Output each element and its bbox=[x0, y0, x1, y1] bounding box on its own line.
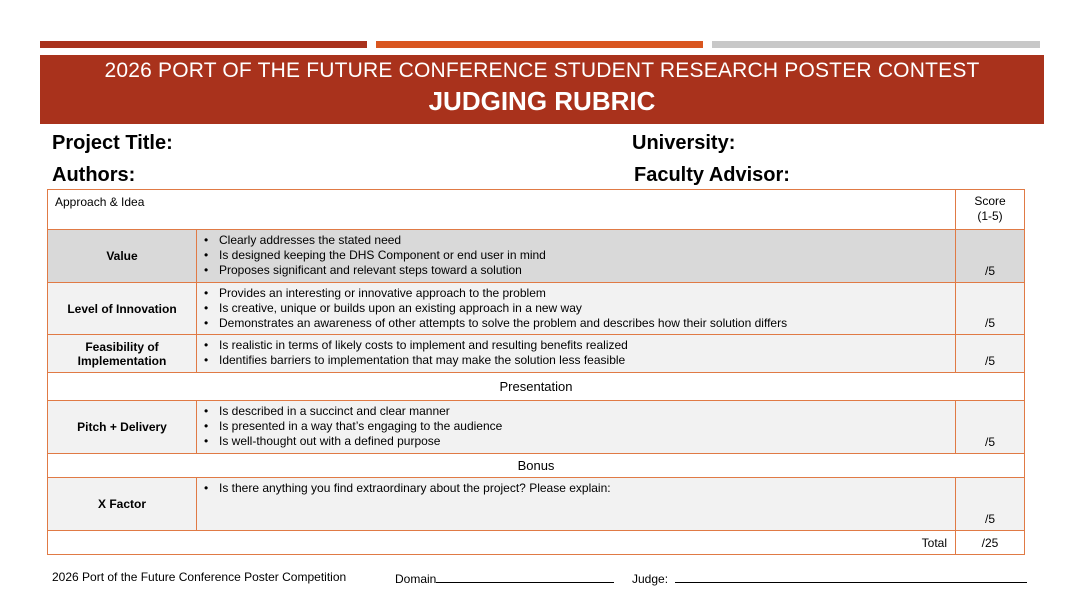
accent-bar-gray bbox=[712, 41, 1040, 48]
criterion-bullet: • Proposes significant and relevant steps toward a solution bbox=[219, 263, 955, 278]
banner-subtitle: 2026 PORT OF THE FUTURE CONFERENCE STUDENT RESEARCH POSTER CONTEST bbox=[104, 59, 980, 82]
banner-title: JUDGING RUBRIC bbox=[428, 86, 656, 116]
total-value[interactable]: /25 bbox=[956, 531, 1025, 555]
criterion-bullet: • Is presented in a way that’s engaging to the audience bbox=[219, 419, 955, 434]
criterion-label-line: Implementation bbox=[77, 353, 167, 368]
criterion-innovation: Level of Innovation bbox=[48, 283, 197, 335]
criterion-bullet: • Provides an interesting or innovative approach to the problem bbox=[219, 286, 955, 301]
judge-underline[interactable] bbox=[675, 570, 1027, 583]
table-row bbox=[48, 478, 1025, 531]
criterion-xfactor: X Factor bbox=[48, 478, 197, 531]
table-row bbox=[48, 401, 1025, 454]
criterion-description bbox=[197, 478, 956, 531]
criterion-pitch: Pitch + Delivery bbox=[48, 401, 197, 454]
criterion-value: Value bbox=[48, 230, 197, 283]
criterion-description bbox=[197, 283, 956, 335]
criterion-feasibility bbox=[48, 335, 197, 373]
score-cell[interactable] bbox=[956, 335, 1025, 373]
criterion-description bbox=[197, 335, 956, 373]
accent-bar-red bbox=[40, 41, 367, 48]
score-cell[interactable] bbox=[956, 230, 1025, 283]
footer-competition: 2026 Port of the Future Conference Poster Competition bbox=[52, 570, 347, 584]
criterion-bullet: • Is described in a succinct and clear manner bbox=[219, 404, 955, 419]
score-header bbox=[956, 190, 1025, 230]
criterion-bullet: • Is there anything you find extraordinary about the project? Please explain: bbox=[219, 481, 955, 496]
section-row bbox=[48, 373, 1025, 401]
domain-field[interactable] bbox=[395, 570, 614, 586]
section-bonus: Bonus bbox=[48, 454, 1025, 478]
university-label: University: bbox=[632, 132, 736, 154]
score-value: /5 bbox=[984, 512, 995, 526]
score-value: /5 bbox=[984, 435, 995, 449]
judge-label: Judge: bbox=[632, 572, 669, 586]
rubric-table bbox=[47, 189, 1025, 555]
authors-label: Authors: bbox=[52, 164, 136, 186]
criterion-bullet: • Identifies barriers to implementation that may make the solution less feasible bbox=[219, 353, 955, 368]
score-value: /5 bbox=[984, 354, 995, 368]
total-label: Total bbox=[48, 531, 956, 555]
criterion-bullet: • Is realistic in terms of likely costs to implement and resulting benefits realized bbox=[219, 338, 955, 353]
criterion-bullet: • Clearly addresses the stated need bbox=[219, 233, 955, 248]
project-title-label: Project Title: bbox=[52, 132, 173, 154]
criterion-bullet: • Is designed keeping the DHS Component or end user in mind bbox=[219, 248, 955, 263]
faculty-advisor-label: Faculty Advisor: bbox=[634, 164, 790, 186]
domain-underline[interactable] bbox=[436, 570, 614, 583]
score-cell[interactable] bbox=[956, 283, 1025, 335]
section-presentation: Presentation bbox=[48, 373, 1025, 401]
criterion-bullet: • Is well-thought out with a defined purpose bbox=[219, 434, 955, 449]
table-row bbox=[48, 335, 1025, 373]
criterion-description bbox=[197, 230, 956, 283]
approach-idea-header: Approach & Idea bbox=[48, 190, 956, 230]
judge-field[interactable] bbox=[632, 570, 1027, 586]
title-banner bbox=[40, 55, 1044, 124]
criterion-bullet: • Is creative, unique or builds upon an existing approach in a new way bbox=[219, 301, 955, 316]
table-row bbox=[48, 283, 1025, 335]
total-row bbox=[48, 531, 1025, 555]
table-row bbox=[48, 230, 1025, 283]
score-value: /5 bbox=[984, 316, 995, 330]
domain-label: Domain bbox=[395, 572, 437, 586]
score-value: /5 bbox=[984, 264, 995, 278]
accent-bar-orange bbox=[376, 41, 703, 48]
score-cell[interactable] bbox=[956, 401, 1025, 454]
table-header-row bbox=[48, 190, 1025, 230]
score-header-line1: Score bbox=[974, 194, 1006, 208]
criterion-bullet: • Demonstrates an awareness of other attempts to solve the problem and describes how their solution differs bbox=[219, 316, 955, 331]
criterion-description bbox=[197, 401, 956, 454]
criterion-label-line: Feasibility of bbox=[85, 339, 159, 354]
score-header-line2: (1-5) bbox=[977, 209, 1003, 223]
section-row bbox=[48, 454, 1025, 478]
score-cell[interactable] bbox=[956, 478, 1025, 531]
